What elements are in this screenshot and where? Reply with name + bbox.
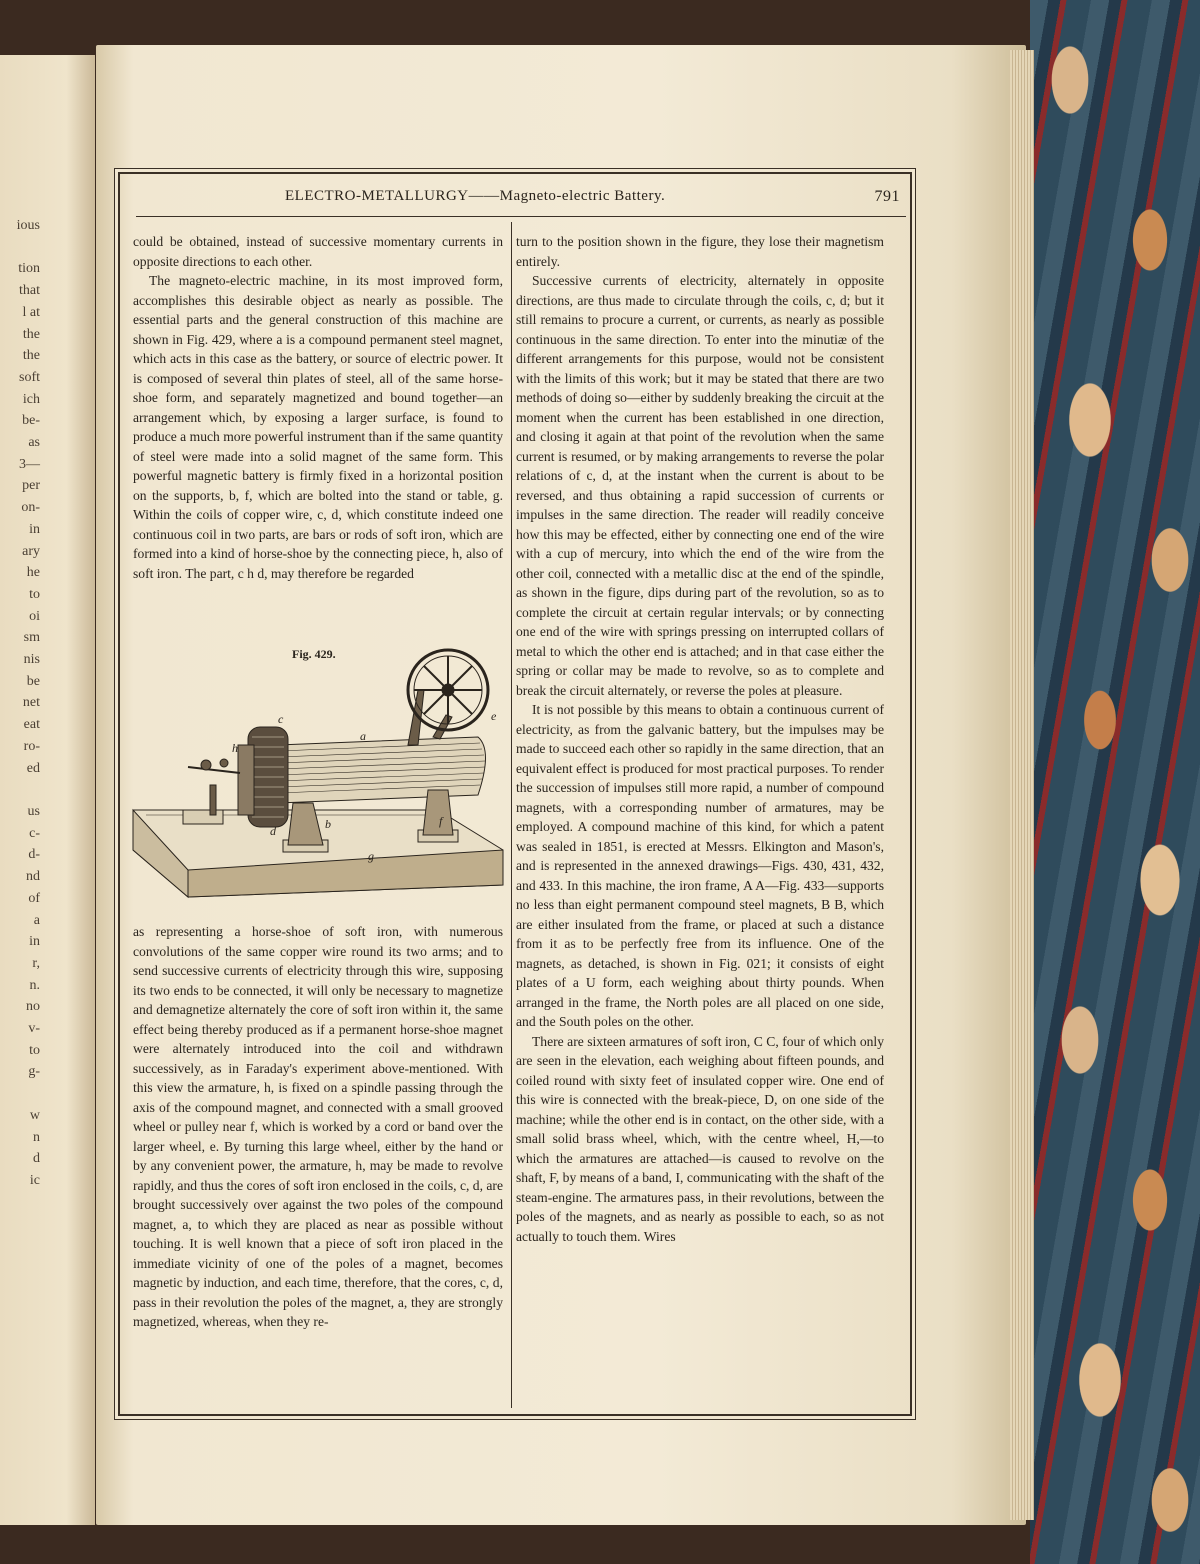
left-page-fragment: ed	[26, 760, 40, 776]
left-page-fragment: ic	[29, 1172, 40, 1188]
left-page-fragment: he	[26, 565, 40, 581]
page-stack-edge	[1010, 50, 1034, 1520]
left-page-fragment: 3—	[19, 456, 40, 472]
left-page-fragment: us	[27, 803, 40, 819]
column-2	[516, 232, 884, 1246]
left-page-fragment: net	[22, 695, 40, 711]
left-page-fragment: a	[33, 912, 40, 928]
left-page-fragment: ich	[22, 391, 40, 407]
header-rule	[136, 216, 906, 217]
left-page-fragment: c-	[29, 825, 40, 841]
left-page-fragment: d-	[28, 847, 40, 863]
paragraph: It is not possible by this means to obtain a continuous current of electricity, as from the galvanic battery, but the impulses may be made to succeed each other so rapidly in the same direction, that an equivalent effect is produced for most practical purposes. To render the succession of impulses still more rapid, a number of compound magnets, with a corresponding number of armatures, may be employed. A compound machine of this kind, for which a patent was sealed in 1851, is erected at Messrs. Elkington and Mason's, and is represented in the annexed drawings—Figs. 430, 431, 432, and 433. In this machine, the iron frame, A A—Fig. 433—supports no less than eight permanent compound steel magnets, B B, which are either insulated from the frame, or placed at such a distance from it as to be perfectly free from its influence. One of the magnets, as detached, is shown in Fig. 021; it consists of eight plates of a U form, each weighing about thirty pounds. When arranged in the frame, the North poles are all placed on one side, and the South poles on the other.	[516, 702, 884, 1029]
left-page-fragment: in	[29, 934, 40, 950]
paragraph: as representing a horse-shoe of soft iron, with numerous convolutions of the same copper wire round its two arms; and to send successive currents of electricity through this wire, supposing its two ends to be connected, it will only be necessary to magnetize and demagnetize alternately the core of soft iron within it, the same effect being thereby produced as if a permanent horse-shoe magnet were alternately introduced into the coil and withdrawn successively, as in Faraday's experiment above-mentioned. With this view the armature, h, is fixed on a spindle passing through the axis of the compound magnet, and connected with a small grooved wheel or pulley near f, which is worked by a cord or band over the larger wheel, e. By turning this large wheel, either by the hand or by any convenient power, the armature, h, may be made to revolve rapidly, and thus the cores of soft iron enclosed in the coils, c, d, are brought successively over against the two poles of the compound magnet, a, to which they are placed as near as possible without touching. It is well known that a piece of soft iron placed in the immediate vicinity of one of the poles of a magnet, becomes magnetic by induction, and each time, therefore, that the cores, c, d, pass in their revolution the poles of the magnet, a, they are strongly magnetized, whereas, when they re-	[133, 924, 503, 1329]
left-page-fragment: nd	[26, 869, 40, 885]
left-page-fragment: nis	[23, 652, 40, 668]
left-page-fragment: g-	[28, 1064, 40, 1080]
paragraph: The magneto-electric machine, in its most improved form, accomplishes this desirable object as nearly as possible. The essential parts and the general construction of this machine are shown in Fig. 429, where a is a compound permanent steel magnet, which acts in this case as the battery, or source of electric power. It is composed of several thin plates of steel, all of the same horse-shoe form, and separately magnetized and bound together—an arrangement which, by exposing a larger surface, is found to produce a much more powerful instrument than if the same quantity of steel were made into a solid magnet of the same form. This powerful magnetic battery is firmly fixed in a horizontal position on the supports, b, f, which are bolted into the stand or table, g. Within the coils of copper wire, c, d, which constitute indeed one continuous coil in two parts, are bars or rods of soft iron, which are formed into a kind of horse-shoe by the connecting piece, h, also of soft iron. The part, c h d, may therefore be regarded	[133, 273, 503, 581]
paragraph: There are sixteen armatures of soft iron, C C, four of which only are seen in the elevation, each weighing about fifteen pounds, and coiled round with sixty feet of insulated copper wire. One end of this wire is connected with the break-piece, D, on one side of the machine; while the other end is in contact, on the other side, with a small solid brass wheel, which, with the centre wheel, H,—to which the armatures are attached—is caused to revolve on the shaft, F, by means of a band, I, communicating with the shaft of the steam-engine. The armatures pass, in their revolutions, between the poles of the magnets, and as nearly as possible to each, so as not actually to touch them. Wires	[516, 1033, 884, 1244]
left-page-fragment: oi	[29, 608, 40, 624]
left-page-fragment: n.	[29, 977, 40, 993]
paragraph: turn to the position shown in the figure, they lose their magnetism entirely.	[516, 234, 884, 269]
left-page-fragment: l at	[22, 304, 40, 320]
left-page-fragment	[0, 237, 40, 259]
left-page-fragment: ious	[16, 218, 40, 233]
paragraph: could be obtained, instead of successive momentary currents in opposite directions to each other.	[133, 234, 503, 269]
left-page-fragment: per	[22, 478, 40, 494]
figure-label-b: b	[325, 817, 331, 831]
left-page-fragment: n	[33, 1129, 40, 1145]
left-page-fragment: r,	[32, 955, 40, 971]
left-page-fragment: on-	[21, 500, 40, 516]
left-page-fragment: be	[26, 673, 40, 689]
left-page-fragment: of	[28, 890, 40, 906]
left-page-fragment: to	[29, 1042, 40, 1058]
left-page-fragment: sm	[23, 630, 40, 646]
figure-label-f: f	[439, 814, 443, 828]
left-page-fragment: no	[26, 999, 40, 1015]
magneto-electric-machine-illustration	[128, 645, 508, 910]
running-head-title: ELECTRO-METALLURGY——Magneto-electric Battery.	[285, 188, 666, 204]
column-1-bottom	[133, 922, 503, 1332]
left-page-fragment: w	[29, 1107, 40, 1123]
figure-caption: Fig. 429.	[292, 647, 336, 661]
left-page-fragment	[0, 1083, 40, 1105]
left-page-edge	[0, 55, 95, 1525]
left-page-fragment: that	[19, 283, 40, 299]
marbled-endpaper	[1030, 0, 1200, 1564]
left-page-fragment: v-	[28, 1021, 40, 1037]
figure-429	[128, 645, 508, 910]
left-page-fragment: be-	[22, 413, 40, 429]
figure-label-c: c	[278, 712, 284, 726]
figure-label-a: a	[360, 729, 366, 743]
left-page-fragment: eat	[23, 717, 40, 733]
left-page-fragment	[0, 779, 40, 801]
left-page-fragment: soft	[19, 369, 40, 385]
left-page-fragment: the	[22, 326, 40, 342]
running-head	[140, 186, 900, 212]
left-page-fragment: ary	[22, 543, 40, 559]
page-number: 791	[874, 188, 900, 205]
left-page-text-fragments	[0, 215, 40, 1192]
figure-label-e: e	[491, 709, 497, 723]
figure-label-g: g	[368, 849, 374, 863]
figure-label-d: d	[270, 824, 276, 838]
left-page-fragment: tion	[18, 261, 40, 277]
left-page-fragment: the	[22, 348, 40, 364]
left-page-fragment: in	[29, 521, 40, 537]
column-1-top	[133, 232, 503, 583]
left-page-fragment: to	[29, 586, 40, 602]
left-page-fragment: d	[33, 1151, 40, 1167]
left-page-fragment: ro-	[23, 738, 40, 754]
left-page-fragment: as	[28, 435, 40, 451]
paragraph: Successive currents of electricity, alternately in opposite directions, are thus made to circulate through the coils, c, d; but it still remains to procure a current, or currents, as nearly as possible continuous in the same direction. To enter into the minutiæ of the different arrangements for this purpose, would not be consistent with the limits of this work; but it may be stated that there are two methods of doing so—either by suddenly breaking the circuit at the moment when the current has been established in one direction, and closing it again at that point of the revolution when the same current is resumed, or by making arrangements to reverse the polar relations of c, d, at the instant when the current is about to be reversed, and thus obtaining a rapid succession of currents or impulses in the same direction. The reader will readily conceive how this may be effected, either by connecting one end of the wire with a cup of mercury, into which the end of the wire from the other coil, connected with a metallic disc at the end of the spindle, as shown in the figure, dips during part of the revolution, so as to complete the circuit at certain regular intervals; or by connecting one end of the wire with springs pressing on interrupted collars of metal to which the other end is attached; and in that case either the spring or collar may be made to revolve, so as to complete and break the circuit alternately, or reverse the poles at pleasure.	[516, 273, 884, 698]
column-rule	[511, 222, 512, 1408]
figure-label-h: h	[232, 741, 238, 755]
